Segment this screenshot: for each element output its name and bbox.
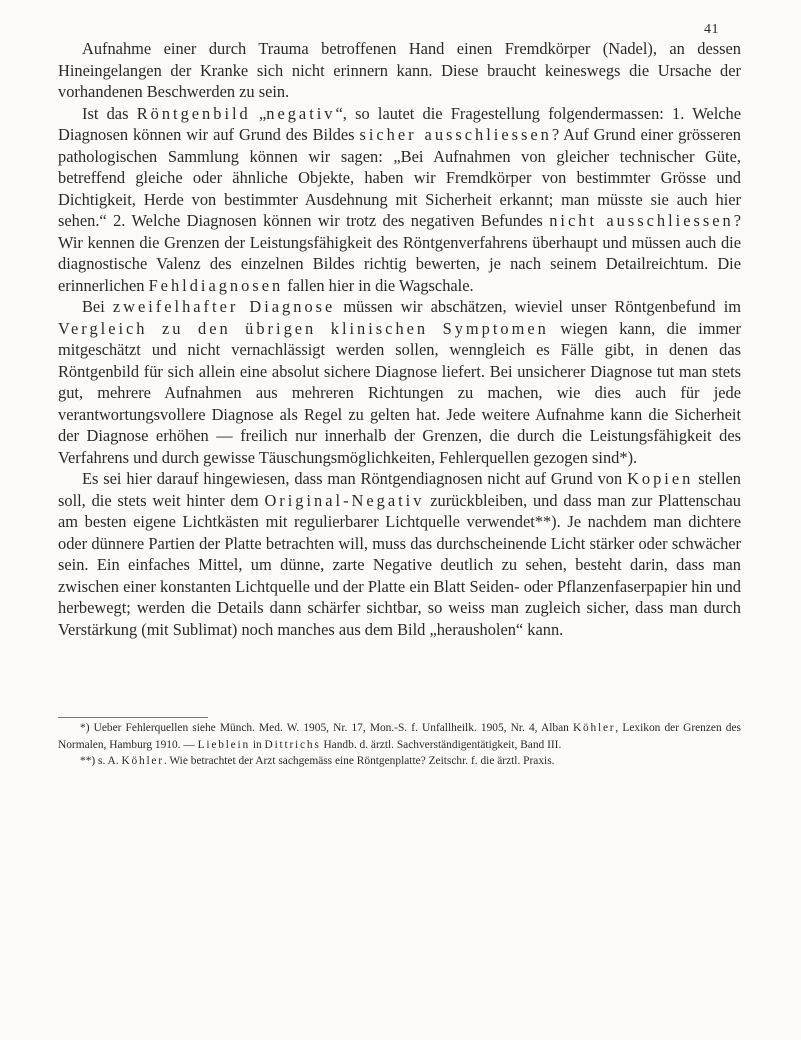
- emphasized-text: sicher ausschliessen: [359, 125, 552, 144]
- emphasized-text: Röntgenbild: [136, 103, 251, 123]
- emphasized-text: zweifelhafter Diagnose: [112, 297, 336, 316]
- text-run: ? Wir kennen die Grenzen der Leistungsfähigkeit des Röntgenverfahrens überhaupt und müssen auch die diagnostische Valenz des einzelnen Bildes richtig bewerten, je nach seinem Detailreichtum. Die erinnerlichen: [58, 211, 741, 295]
- text-run: stellen soll, die stets weit hinter dem: [58, 469, 741, 510]
- text-run: in: [249, 738, 265, 751]
- paragraph: [58, 38, 741, 103]
- text-run: „: [250, 103, 267, 123]
- emphasized-text: nicht ausschliessen: [549, 211, 734, 230]
- text-run: . Wie betrachtet der Arzt sachgemäss eine Röntgenplatte? Zeitschr. f. die ärztl. Praxis.: [163, 755, 555, 767]
- emphasized-text: Lieblein: [197, 738, 250, 751]
- text-run: , Lexikon der Grenzen des Normalen, Hamburg 1910. —: [58, 722, 741, 751]
- text-run: ? Auf Grund einer grösseren pathologischen Sammlung können wir sagen: „Bei Aufnahmen von gleicher technischer Güte, betreffend gleiche oder ähnliche Objekte, haben wir Fremdkörper von bestimmter Grösse und Dichtigkeit, Herde von bestimmter Ausdehnung mit Sicherheit erkannt; man müsste sie auch hier sehen.“ 2. Welche Diagnosen können wir trotz des negativen Befundes: [58, 125, 741, 230]
- text-run: Es sei hier darauf hingewiesen, dass man Röntgendiagnosen nicht auf Grund von: [82, 469, 628, 488]
- paragraph: [58, 468, 741, 640]
- text-run: Aufnahme einer durch Trauma betroffenen Hand einen Fremdkörper (Nadel), an dessen Hineingelangen der Kranke sich nicht erinnern kann. Diese braucht keineswegs die Ursache der vorhandenen Beschwerden zu sein.: [58, 39, 741, 101]
- emphasized-text: Kopien: [627, 469, 694, 488]
- emphasized-text: Dittrichs: [264, 738, 321, 751]
- emphasized-text: Fehldiagnosen: [148, 275, 284, 295]
- text-run: müssen wir abschätzen, wieviel unser Röntgenbefund im: [335, 297, 742, 316]
- emphasized-text: Köhler: [121, 755, 164, 767]
- text-run: **) s. A.: [80, 755, 122, 767]
- paragraph: [58, 103, 741, 297]
- footnote: [58, 753, 741, 770]
- emphasized-text: Vergleich zu den übrigen klinischen Symptomen: [58, 318, 549, 338]
- text-run: Handb. d. ärztl. Sachverständigentätigkeit, Band III.: [320, 738, 562, 751]
- text-run: *) Ueber Fehlerquellen siehe Münch. Med. W. 1905, Nr. 17, Mon.-S. f. Unfallheilk. 1905, Nr. 4, Alban: [80, 722, 573, 734]
- text-run: wiegen kann, die immer mitgeschätzt und nicht vernachlässigt werden sollen, wenngleich es Fälle gibt, in denen das Röntgenbild für sich allein eine absolut sichere Diagnose liefert. Bei unsicherer Diagnose tut man stets gut, mehrere Aufnahmen aus mehreren Richtungen zu machen, wie dies auch für jede verantwortungsvollere Diagnose als Regel zu gelten hat. Jede weitere Aufnahme kann die Sicherheit der Diagnose erhöhen — freilich nur innerhalb der Grenzen, die durch die Leistungsfähigkeit des Verfahrens und durch gewisse Täuschungsmöglichkeiten, Fehlerquellen gezogen sind*).: [58, 318, 741, 467]
- text-run: fallen hier in die Wagschale.: [283, 275, 474, 295]
- footnote-divider: [58, 717, 208, 718]
- paragraph: [58, 296, 741, 468]
- text-run: zurückbleiben, und dass man zur Plattenschau am besten eigene Lichtkästen mit regulierbarer Lichtquelle verwendet**). Je nachdem man dichtere oder dünnere Partien der Platte betrachten will, muss das durchscheinende Licht stärker oder schwächer sein. Ein einfaches Mittel, um dünne, zarte Negative deutlich zu sehen, besteht darin, dass man zwischen einer konstanten Lichtquelle und der Platte ein Blatt Seiden- oder Pflanzenfaserpapier hin und herbewegt; werden die Details dann schärfer sichtbar, so weiss man zugleich sicher, dass man durch Verstärkung (mit Sublimat) noch manches aus dem Bild „herausholen“ kann.: [58, 490, 741, 639]
- footnote: [58, 720, 741, 753]
- emphasized-text: Köhler: [572, 722, 616, 734]
- emphasized-text: Original-Negativ: [264, 490, 425, 510]
- page-number: 41: [704, 22, 719, 37]
- text-run: Ist das: [82, 103, 137, 123]
- footnotes: [58, 720, 741, 770]
- text-run: Bei: [82, 297, 113, 316]
- emphasized-text: negativ: [266, 103, 336, 123]
- text-run: “, so lautet die Fragestellung folgendermassen: 1. Welche Diagnosen können wir auf Grund des Bildes: [58, 103, 742, 144]
- body-text: [58, 38, 741, 640]
